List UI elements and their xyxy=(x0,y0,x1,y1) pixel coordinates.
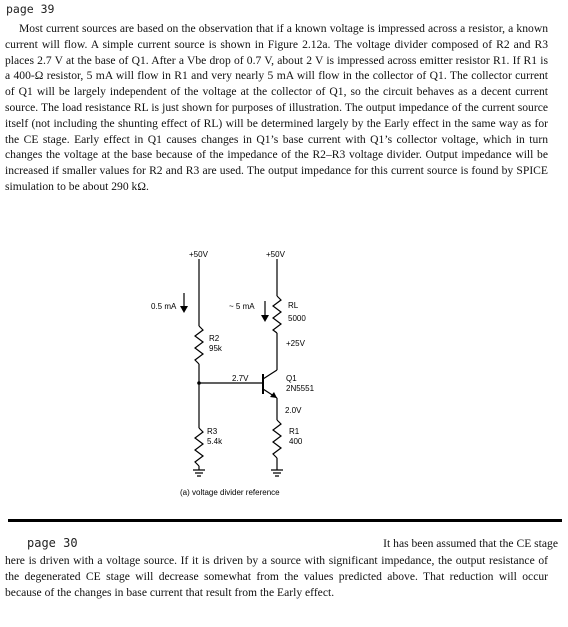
r2-resistor xyxy=(195,326,203,364)
bottom-paragraph: here is driven with a voltage source. If it is driven by a source with significant impedance, the output resistance of the degenerated CE stage will decrease somewhat from the values predicted above. That reduction will occur because of the changes in base current that result from the Early effect. xyxy=(5,554,548,599)
page-bottom-first-line xyxy=(27,536,558,552)
supply-right-label: +50V xyxy=(266,250,285,259)
r2-label: R2 xyxy=(209,334,220,343)
rl-label: RL xyxy=(288,301,299,310)
supply-left-label: +50V xyxy=(189,250,208,259)
q1-collector xyxy=(263,370,277,379)
q1-label: Q1 xyxy=(286,374,297,383)
collector-voltage-label: +25V xyxy=(286,339,305,348)
q1-emitter-arrowhead xyxy=(270,392,277,398)
q1-part-label: 2N5551 xyxy=(286,384,315,393)
r3-label: R3 xyxy=(207,427,218,436)
current-arrowhead-right xyxy=(261,315,269,322)
r1-resistor xyxy=(273,420,281,458)
base-voltage-label: 2.7V xyxy=(232,374,249,383)
body-paragraph: Most current sources are based on the observation that if a known voltage is impressed across a resistor, a known current will flow. A simple current source is shown in Figure 2.12a. The voltage divider composed of R2 and R3 places 2.7 V at the base of Q1. After a Vbe drop of 0.7 V, about 2 V is impressed across emitter resistor R1. If R1 is a 400-Ω resistor, 5 mA will flow in R1 and very nearly 5 mA will flow in the collector of Q1. The collector current of Q1 will be largely independent of the voltage at the collector of Q1, so the circuit behaves as a decent current source. The load resistance RL is just shown for purposes of illustration. The output impedance of the current source itself (not including the shunting effect of RL) will be determined largely by the Early effect in the same way as for the CE stage. Early effect in Q1 causes changes in Q1’s base current with Q1’s collector voltage, which in turn changes the voltage at the base because of the impedance of the R2–R3 voltage divider. Output impedance will be increased if smaller values for R2 and R3 are used. The output impedance for this current source is found by SPICE simulation to be about 290 kΩ. xyxy=(5,22,548,193)
r2-value: 95k xyxy=(209,344,222,353)
current-right-label: ~ 5 mA xyxy=(229,302,255,311)
figure-caption: (a) voltage divider reference xyxy=(180,488,280,497)
page-divider xyxy=(8,519,562,522)
emitter-voltage-label: 2.0V xyxy=(285,406,302,415)
left-ground xyxy=(193,470,205,476)
r3-value: 5.4k xyxy=(207,437,223,446)
r1-value: 400 xyxy=(289,437,303,446)
current-arrowhead-left xyxy=(180,306,188,313)
r1-label: R1 xyxy=(289,427,300,436)
rl-resistor xyxy=(273,296,281,333)
right-ground xyxy=(271,470,283,476)
page-number-top: page 39 xyxy=(6,2,55,16)
rl-value: 5000 xyxy=(288,314,306,323)
bottom-first-line-text: It has been assumed that the CE stage xyxy=(383,537,558,550)
r3-resistor xyxy=(195,428,203,466)
page-number-bottom: page 30 xyxy=(27,536,78,550)
current-left-label: 0.5 mA xyxy=(151,302,177,311)
base-junction-dot xyxy=(197,381,201,385)
